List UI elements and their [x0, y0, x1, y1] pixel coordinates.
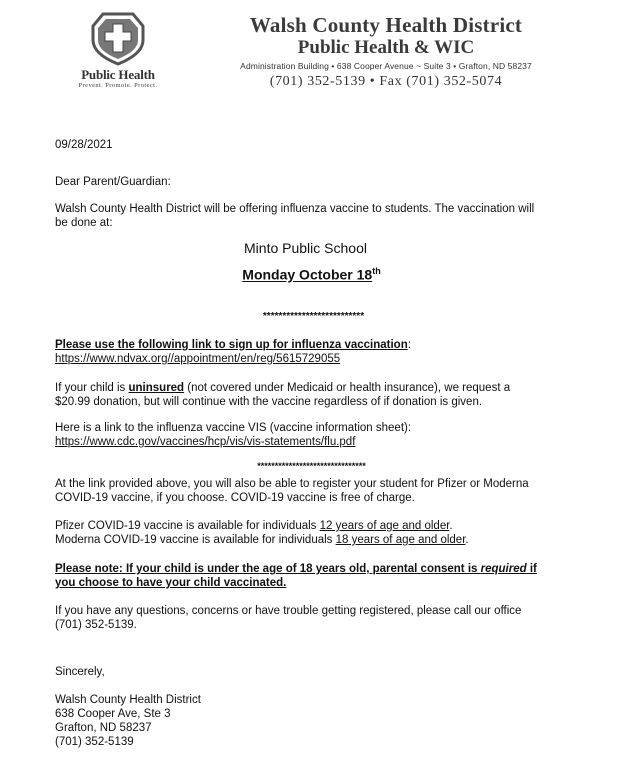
org-subtitle: Public Health & WIC	[297, 37, 475, 58]
org-name: Walsh County Health District	[249, 13, 523, 37]
signature-phone: (701) 352-5139	[55, 736, 134, 748]
logo-name: Public Health	[81, 67, 155, 82]
divider-1: **************************	[262, 311, 365, 322]
letterhead	[196, 14, 576, 90]
org-address: Administration Building • 638 Cooper Avenue ~ Suite 3 • Grafton, ND 58237	[240, 61, 532, 71]
event-date-main: Monday October 18	[242, 266, 373, 283]
event-location: Minto Public School	[244, 240, 367, 256]
pfizer-age: 12 years of age and older	[319, 520, 450, 532]
signup-colon: :	[407, 339, 411, 351]
uninsured-pre: If your child is	[55, 382, 129, 394]
divider-2: *******************************	[257, 461, 366, 471]
signup-heading	[55, 338, 411, 352]
signature-city: Grafton, ND 58237	[55, 722, 152, 734]
pfizer-pre: Pfizer COVID-19 vaccine is available for individuals	[55, 520, 320, 532]
org-phone-fax: (701) 352-5139 • Fax (701) 352-5074	[269, 74, 503, 89]
uninsured-post: (not covered under Medicaid or health insurance), we request a	[184, 382, 511, 394]
moderna-line	[55, 533, 469, 547]
covid-line-1: At the link provided above, you will also be able to register your student for Pfizer or Moderna	[55, 478, 529, 490]
logo-tagline: Prevent. Promote. Protect.	[78, 82, 158, 89]
vis-line: Here is a link to the influenza vaccine VIS (vaccine information sheet):	[55, 422, 412, 434]
intro-line-2: be done at:	[55, 217, 113, 229]
covid-line-2: COVID-19 vaccine, if you choose. COVID-19 vaccine is free of charge.	[55, 492, 415, 504]
event-date-suffix: th	[372, 266, 381, 276]
moderna-age: 18 years of age and older	[335, 534, 466, 546]
moderna-post: .	[465, 534, 469, 546]
pfizer-post: .	[449, 520, 453, 532]
note-required: required	[480, 563, 527, 575]
uninsured-word: uninsured	[128, 382, 185, 394]
note-post: if	[526, 563, 537, 575]
consent-note-line-2: you choose to have your child vaccinated.	[55, 577, 287, 589]
moderna-pre: Moderna COVID-19 vaccine is available for individuals	[55, 534, 336, 546]
uninsured-line-1	[55, 381, 510, 395]
signature-name: Walsh County Health District	[55, 694, 201, 706]
questions-line-2: (701) 352-5139.	[55, 619, 137, 631]
pfizer-line	[55, 519, 453, 533]
note-pre: Please note: If your child is under the age of 18 years old, parental consent is	[55, 563, 481, 575]
uninsured-line-2: $20.99 donation, but will continue with the vaccine regardless of if donation is given.	[55, 396, 483, 408]
closing: Sincerely,	[55, 666, 105, 678]
vis-link[interactable]: https://www.cdc.gov/vaccines/hcp/vis/vis-statements/flu.pdf	[55, 436, 356, 448]
questions-line-1: If you have any questions, concerns or have trouble getting registered, please call our office	[55, 605, 522, 617]
consent-note-line-1	[55, 562, 537, 576]
signup-text: Please use the following link to sign up for influenza vaccination	[55, 339, 408, 351]
public-health-cross-shield-icon	[89, 10, 147, 66]
public-health-logo	[66, 10, 170, 96]
intro-line-1: Walsh County Health District will be offering influenza vaccine to students. The vaccination will	[55, 203, 535, 215]
salutation: Dear Parent/Guardian:	[55, 176, 171, 188]
event-date	[2, 266, 619, 283]
signup-link[interactable]: https://www.ndvax.org//appointment/en/reg/5615729055	[55, 353, 341, 365]
signature-street: 638 Cooper Ave, Ste 3	[55, 708, 171, 720]
letter-date: 09/28/2021	[55, 139, 113, 151]
